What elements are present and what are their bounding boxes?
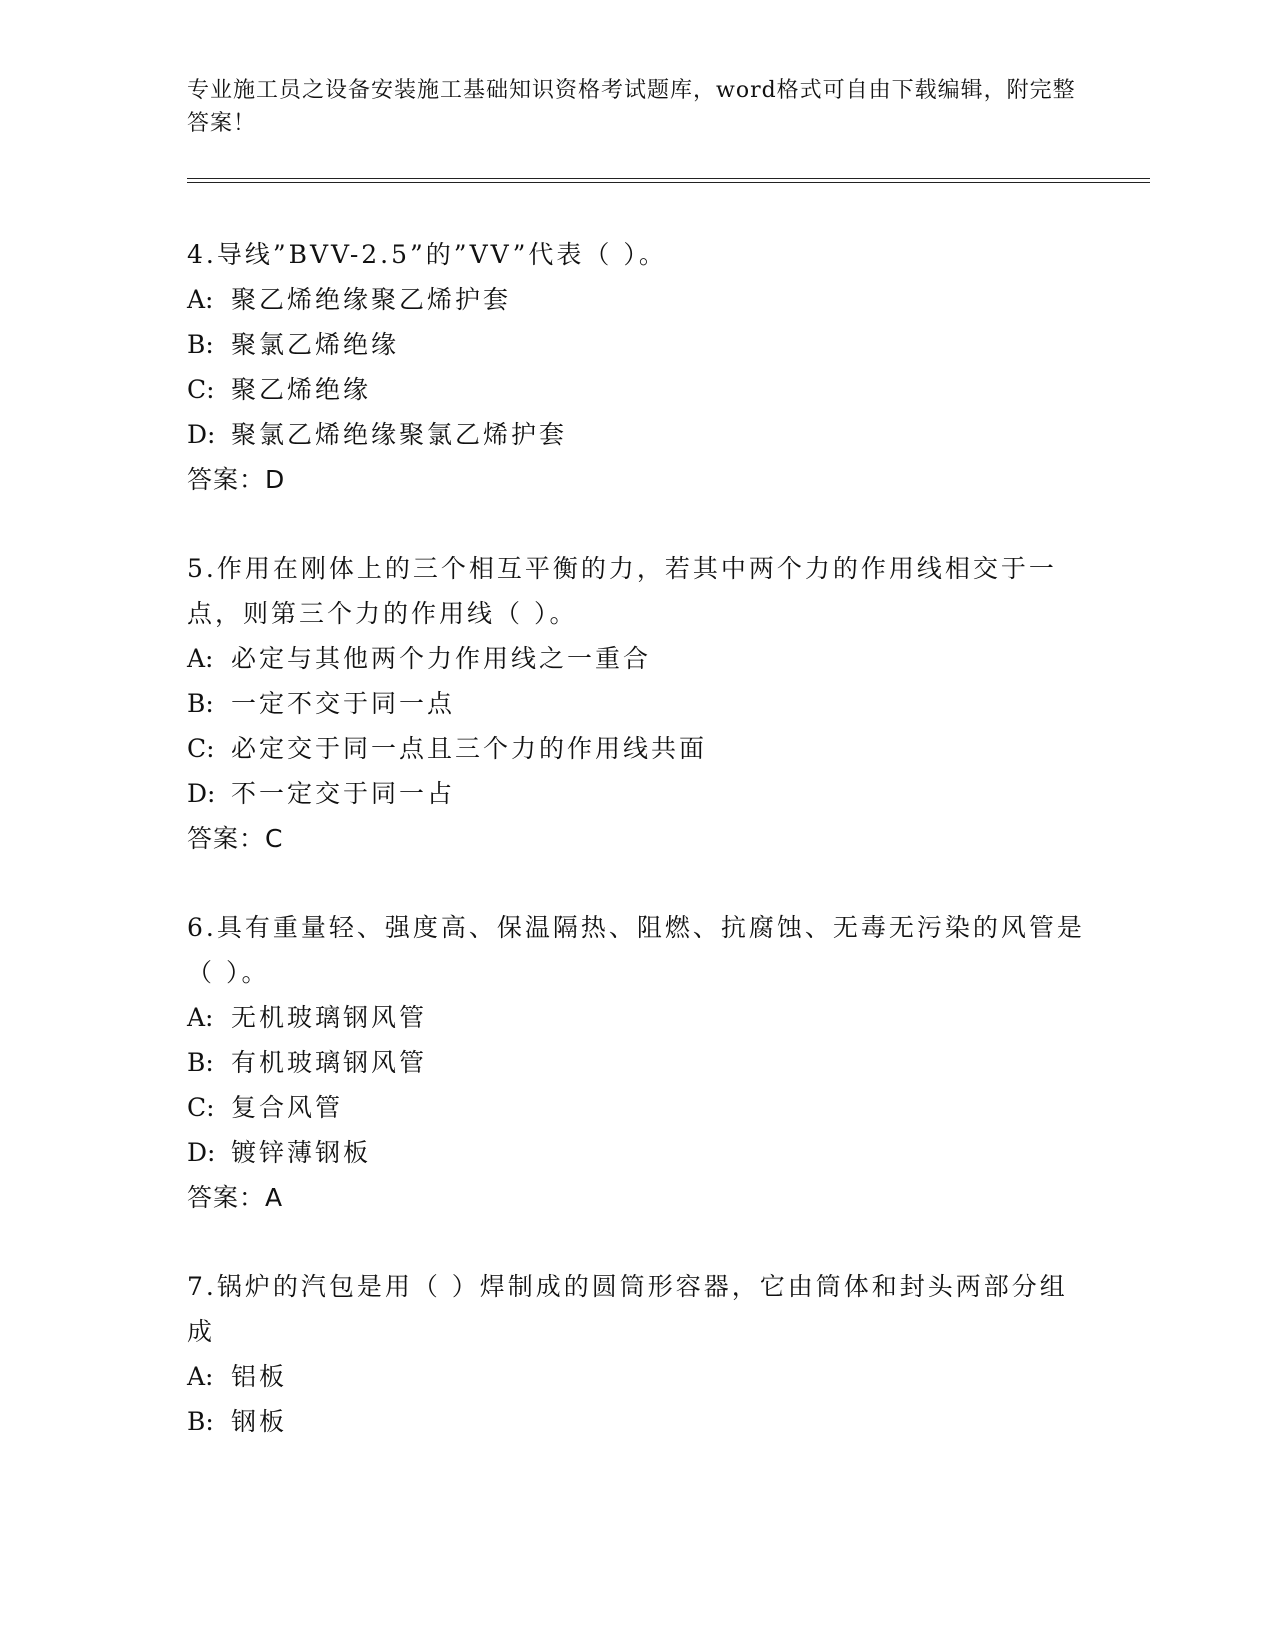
option-letter: C: [187, 375, 215, 404]
option-text: 不一定交于同一占 [231, 779, 456, 808]
option-text: 有机玻璃钢风管 [231, 1048, 428, 1077]
option-d [187, 1130, 1087, 1175]
option-a [187, 995, 1087, 1040]
option-c [187, 1085, 1087, 1130]
option-text: 铝板 [231, 1362, 288, 1391]
option-letter: D: [187, 420, 216, 449]
question-5 [187, 546, 1087, 861]
option-letter: D: [187, 779, 216, 808]
question-stem: 6.具有重量轻、强度高、保温隔热、阻燃、抗腐蚀、无毒无污染的风管是（ ）。 [187, 913, 1085, 987]
option-a [187, 277, 1087, 322]
question-6 [187, 905, 1087, 1220]
option-letter: A: [187, 644, 214, 673]
option-a [187, 636, 1087, 681]
answer: 答案：A [187, 1183, 284, 1212]
option-c [187, 726, 1087, 771]
option-text: 聚氯乙烯绝缘 [231, 330, 400, 359]
option-b [187, 681, 1087, 726]
option-a [187, 1354, 1087, 1399]
option-b [187, 1399, 1087, 1444]
question-4 [187, 232, 1087, 502]
option-d [187, 771, 1087, 816]
option-d [187, 412, 1087, 457]
option-letter: A: [187, 1362, 214, 1391]
page-header: 专业施工员之设备安装施工基础知识资格考试题库，word格式可自由下载编辑，附完整答案！ [187, 78, 1076, 136]
option-b [187, 1040, 1087, 1085]
option-c [187, 367, 1087, 412]
option-letter: B: [187, 330, 214, 359]
question-7 [187, 1264, 1087, 1444]
option-text: 聚乙烯绝缘聚乙烯护套 [231, 285, 512, 314]
question-stem: 4.导线”BVV-2.5”的”VV”代表（ ）。 [187, 240, 667, 269]
header-divider [187, 178, 1150, 183]
option-letter: C: [187, 734, 215, 763]
option-letter: B: [187, 1048, 214, 1077]
question-stem: 7.锅炉的汽包是用（ ）焊制成的圆筒形容器，它由筒体和封头两部分组成 [187, 1272, 1068, 1346]
option-letter: A: [187, 285, 214, 314]
option-b [187, 322, 1087, 367]
option-text: 复合风管 [231, 1093, 344, 1122]
option-text: 聚乙烯绝缘 [231, 375, 372, 404]
question-stem: 5.作用在刚体上的三个相互平衡的力，若其中两个力的作用线相交于一点，则第三个力的作用线（ ）。 [187, 554, 1057, 628]
question-list [187, 232, 1087, 1488]
option-letter: B: [187, 689, 214, 718]
option-text: 聚氯乙烯绝缘聚氯乙烯护套 [231, 420, 568, 449]
option-text: 必定与其他两个力作用线之一重合 [231, 644, 652, 673]
option-text: 一定不交于同一点 [231, 689, 456, 718]
option-text: 无机玻璃钢风管 [231, 1003, 428, 1032]
option-text: 钢板 [231, 1407, 288, 1436]
answer: 答案：D [187, 465, 286, 494]
option-letter: A: [187, 1003, 214, 1032]
option-text: 镀锌薄钢板 [231, 1138, 372, 1167]
option-letter: D: [187, 1138, 216, 1167]
answer: 答案：C [187, 824, 284, 853]
option-text: 必定交于同一点且三个力的作用线共面 [231, 734, 708, 763]
option-letter: C: [187, 1093, 215, 1122]
option-letter: B: [187, 1407, 214, 1436]
